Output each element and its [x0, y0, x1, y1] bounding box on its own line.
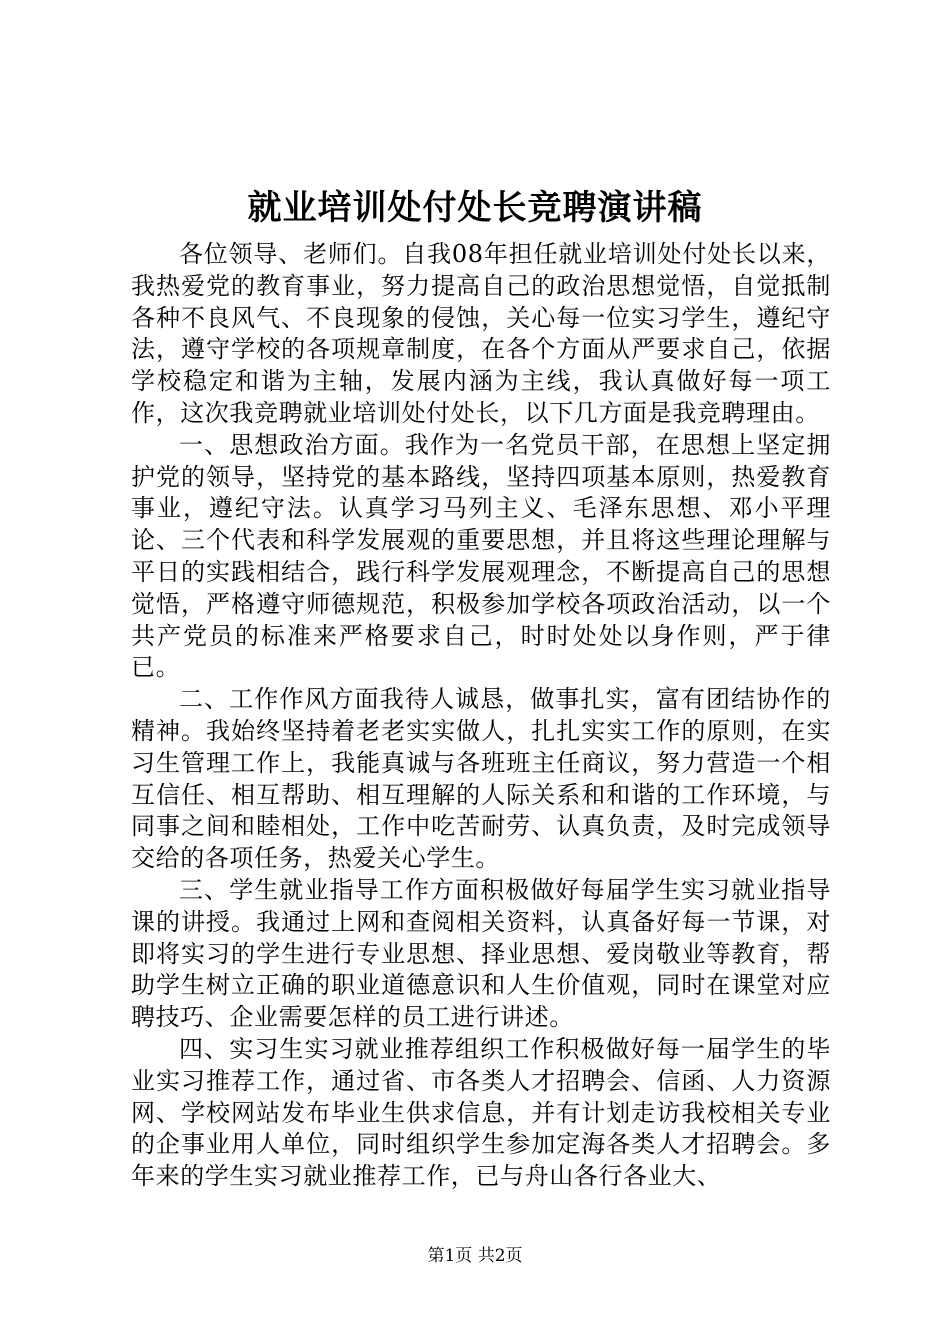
document-body: [131, 239, 831, 1193]
paragraph-political: 一、思想政治方面。我作为一名党员干部，在思想上坚定拥护党的领导，坚持党的基本路线，坚持四项基本原则，热爱教育事业，遵纪守法。认真学习马列主义、毛泽东思想、邓小平理论、三个代表和科学发展观的重要思想，并且将这些理论理解与平日的实践相结合，践行科学发展观理念，不断提高自己的思想觉悟，严格遵守师德规范，积极参加学校各项政治活动，以一个共产党员的标准来严格要求自己，时时处处以身作则，严于律已。: [131, 430, 831, 682]
paragraph-employment-guidance: 三、学生就业指导工作方面积极做好每届学生实习就业指导课的讲授。我通过上网和查阅相关资料，认真备好每一节课，对即将实习的学生进行专业思想、择业思想、爱岗敬业等教育，帮助学生树立正确的职业道德意识和人生价值观，同时在课堂对应聘技巧、企业需要怎样的员工进行讲述。: [131, 875, 831, 1032]
paragraph-intro: 各位领导、老师们。自我08年担任就业培训处付处长以来，我热爱党的教育事业，努力提高自己的政治思想觉悟，自觉抵制各种不良风气、不良现象的侵蚀，关心每一位实习学生，遵纪守法，遵守学校的各项规章制度，在各个方面从严要求自己，依据学校稳定和谐为主轴，发展内涵为主线，我认真做好每一项工作，这次我竞聘就业培训处付处长，以下几方面是我竞聘理由。: [131, 240, 831, 427]
paragraph-internship-recommendation: 四、实习生实习就业推荐组织工作积极做好每一届学生的毕业实习推荐工作，通过省、市各类人才招聘会、信函、人力资源网、学校网站发布毕业生供求信息，并有计划走访我校相关专业的企事业用人单位，同时组织学生参加定海各类人才招聘会。多年来的学生实习就业推荐工作，已与舟山各行各业大、: [131, 1034, 831, 1191]
page-number-footer: 第1页 共2页: [427, 1246, 523, 1266]
document-title: 就业培训处付处长竞聘演讲稿: [247, 188, 703, 228]
paragraph-work-style: 二、工作作风方面我待人诚恳，做事扎实，富有团结协作的精神。我始终坚持着老老实实做人，扎扎实实工作的原则，在实习生管理工作上，我能真诚与各班班主任商议，努力营造一个相互信任、相互帮助、相互理解的人际关系和和谐的工作环境，与同事之间和睦相处，工作中吃苦耐劳、认真负责，及时完成领导交给的各项任务，热爱关心学生。: [131, 685, 831, 873]
